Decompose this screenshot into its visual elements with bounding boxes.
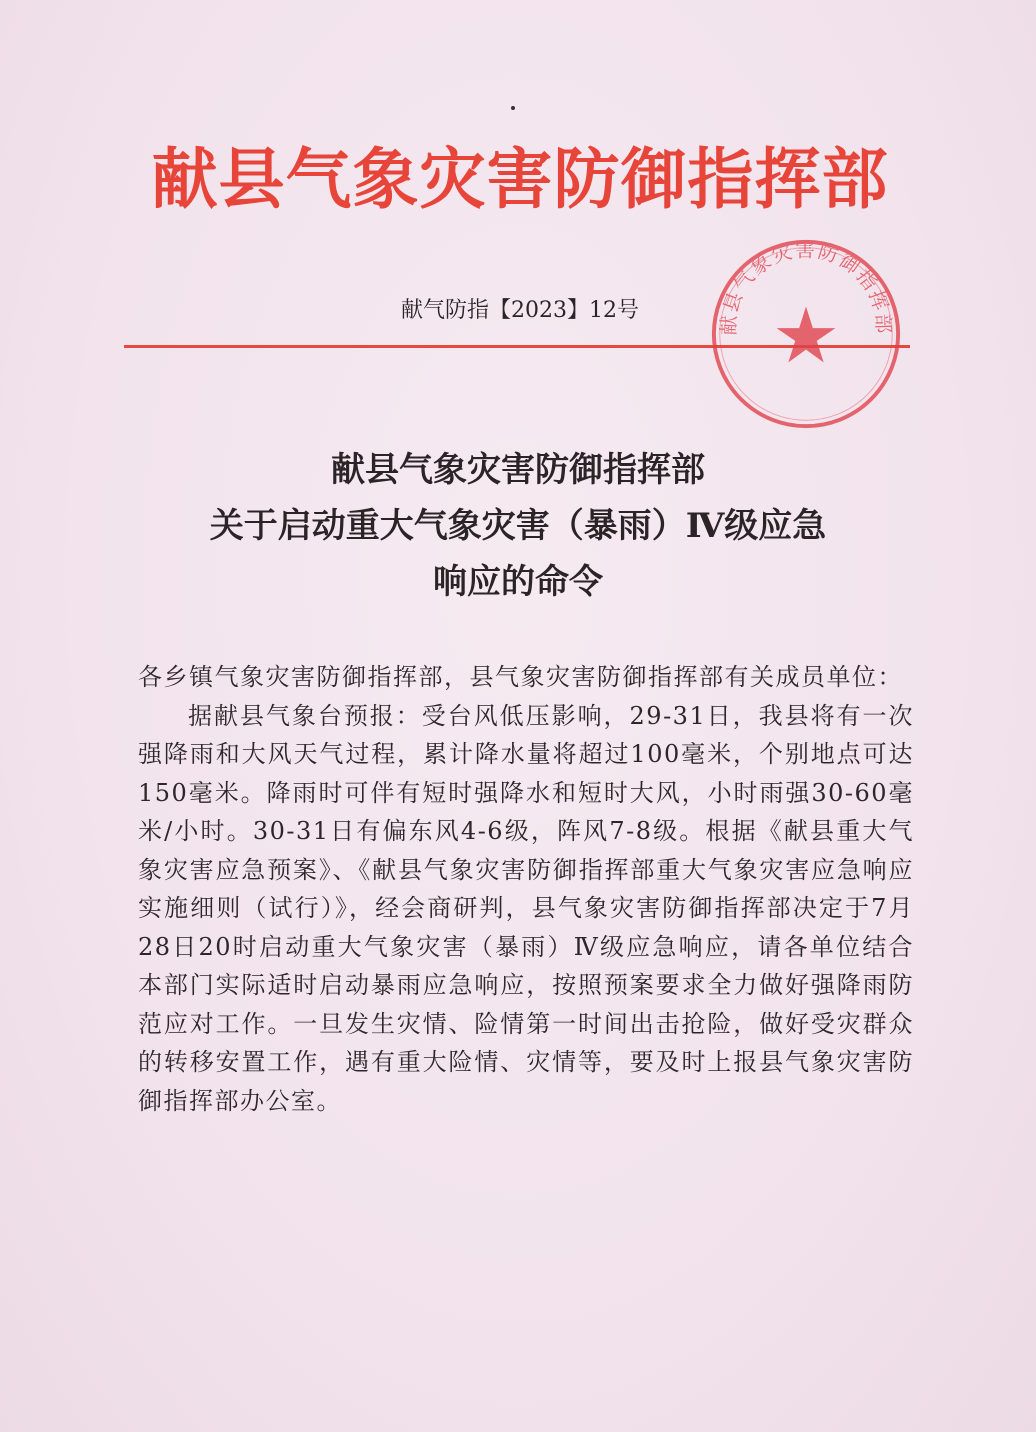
title-line-1: 献县气象灾害防御指挥部: [331, 450, 705, 490]
document-number: 献气防指【2023】12号: [401, 298, 639, 323]
salutation: 各乡镇气象灾害防御指挥部，县气象灾害防御指挥部有关成员单位：: [138, 663, 903, 691]
official-seal-icon: [708, 236, 904, 432]
body-paragraph: 据献县气象台预报：受台风低压影响，29-31日，我县将有一次强降雨和大风天气过程，累计降水量将超过100毫米，个别地点可达150毫米。降雨时可伴有短时强降水和短时大风，小时雨强30-60毫米/小时。30-31日有偏东风4-6级，阵风7-8级。根据《献县重大气象灾害应急预案》、《献县气象灾害防御指挥部重大气象灾害应急响应实施细则（试行）》，经会商研判，县气象灾害防御指挥部决定于7月28日20时启动重大气象灾害（暴雨）Ⅳ级应急响应，请各单位结合本部门实际适时启动暴雨应急响应，按照预案要求全力做好强降雨防范应对工作。一旦发生灾情、险情第一时间出击抢险，做好受灾群众的转移安置工作，遇有重大险情、灾情等，要及时上报县气象灾害防御指挥部办公室。: [138, 701, 914, 1115]
punch-dot: [511, 106, 515, 110]
title-line-2: 关于启动重大气象灾害（暴雨）Ⅳ级应急: [209, 506, 827, 546]
document-title: [130, 442, 906, 610]
document-body: [138, 658, 914, 1120]
title-line-3: 响应的命令: [433, 562, 603, 602]
svg-text:献县气象灾害防御指挥部: 献县气象灾害防御指挥部: [717, 238, 895, 336]
issuer-masthead: 献县气象灾害防御指挥部: [151, 141, 889, 218]
